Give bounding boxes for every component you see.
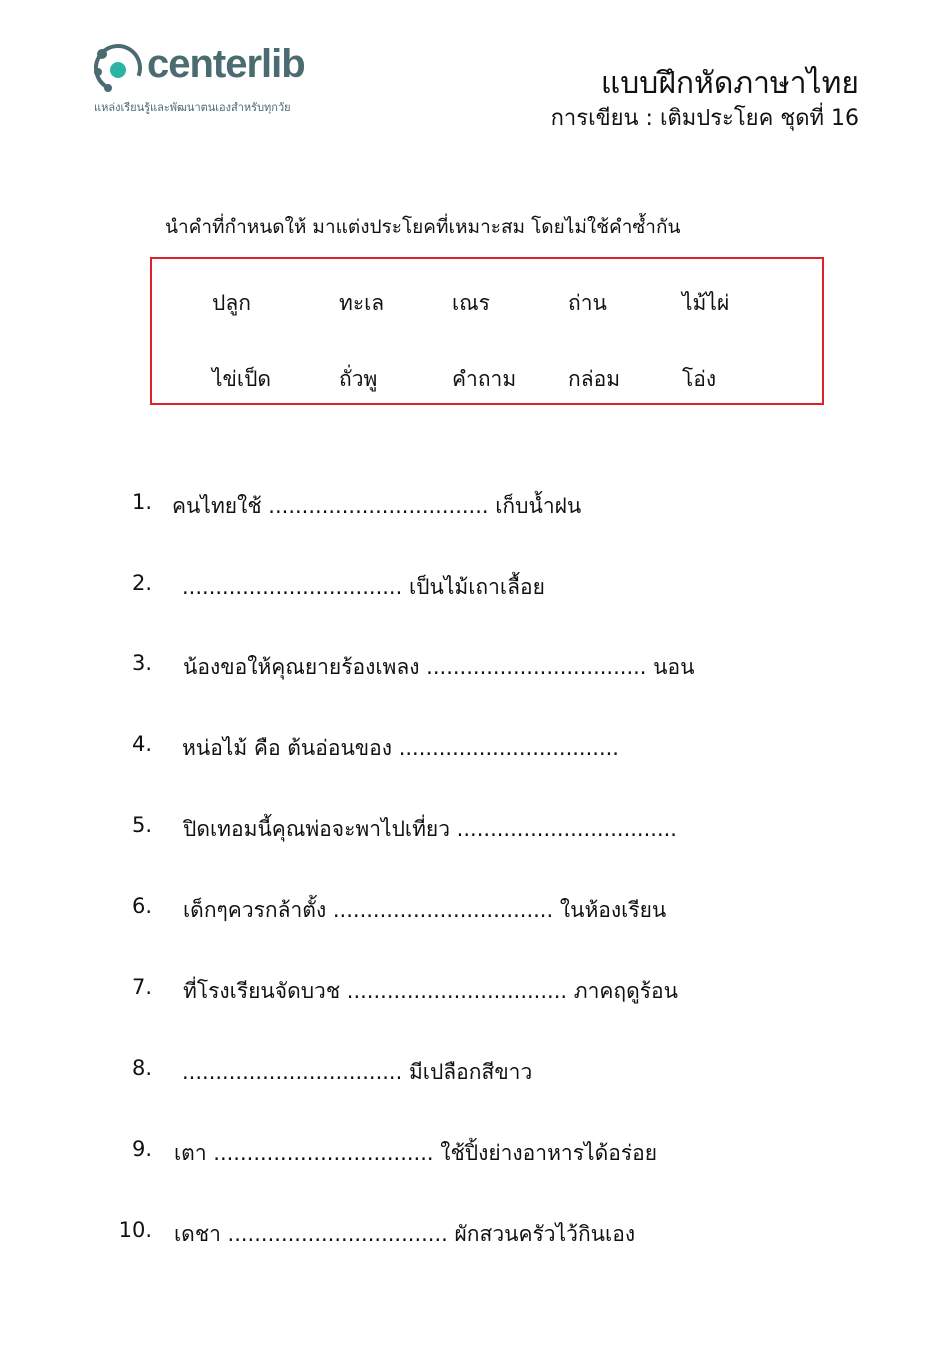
question-number: 10. xyxy=(118,1218,152,1242)
word-bank-item: ถ่าน xyxy=(568,291,607,315)
question-number: 4. xyxy=(131,732,152,756)
word-bank-item: ไข่เป็ด xyxy=(212,367,272,391)
question-number: 3. xyxy=(131,651,152,675)
question-text: เด็กๆควรกล้าตั้ง ................................. ในห้องเรียน xyxy=(183,898,667,922)
word-bank-item: โอ่ง xyxy=(682,367,717,391)
logo-name: centerlib xyxy=(147,42,305,86)
question-number: 8. xyxy=(131,1056,152,1080)
centerlib-logo-icon xyxy=(92,42,144,94)
word-bank-item: ทะเล xyxy=(339,291,385,315)
centerlib-logo xyxy=(92,40,352,120)
word-bank-item: กล่อม xyxy=(568,367,621,391)
word-bank-item: ปลูก xyxy=(212,291,251,315)
question-text: หน่อไม้ คือ ต้นอ่อนของ ................................. xyxy=(182,736,619,760)
question-number: 6. xyxy=(131,894,152,918)
word-bank-item: ถั่วพู xyxy=(339,367,378,391)
question-text: เตา ................................. ใช้ปิ้งย่างอาหารได้อร่อย xyxy=(174,1141,658,1165)
question-text: น้องขอให้คุณยายร้องเพลง ................................. นอน xyxy=(183,655,695,679)
question-text: เดชา ................................. ผักสวนครัวไว้กินเอง xyxy=(174,1222,636,1246)
question-number: 7. xyxy=(131,975,152,999)
question-text: ปิดเทอมนี้คุณพ่อจะพาไปเที่ยว ................................. xyxy=(183,817,677,841)
question-number: 5. xyxy=(131,813,152,837)
question-text: ................................. มีเปลือกสีขาว xyxy=(182,1060,533,1084)
logo-tagline: แหล่งเรียนรู้และพัฒนาตนเองสำหรับทุกวัย xyxy=(94,101,291,114)
question-number: 9. xyxy=(131,1137,152,1161)
worksheet-subtitle: การเขียน : เติมประโยค ชุดที่ 16 xyxy=(550,106,859,131)
instruction-text: นำคำที่กำหนดให้ มาแต่งประโยคที่เหมาะสม โดยไม่ใช้คำซ้ำกัน xyxy=(165,216,681,238)
word-bank-item: ไม้ไผ่ xyxy=(682,291,730,315)
question-text: ................................. เป็นไม้เถาเลื้อย xyxy=(182,575,545,599)
word-bank-box xyxy=(150,257,824,405)
question-text: ที่โรงเรียนจัดบวช ................................. ภาคฤดูร้อน xyxy=(183,979,679,1003)
question-number: 2. xyxy=(131,571,152,595)
worksheet-title: แบบฝึกหัดภาษาไทย xyxy=(600,66,859,101)
question-number: 1. xyxy=(131,490,152,514)
word-bank-item: เณร xyxy=(452,291,490,315)
word-bank-item: คำถาม xyxy=(452,367,517,391)
question-text: คนไทยใช้ ................................. เก็บน้ำฝน xyxy=(172,494,582,518)
